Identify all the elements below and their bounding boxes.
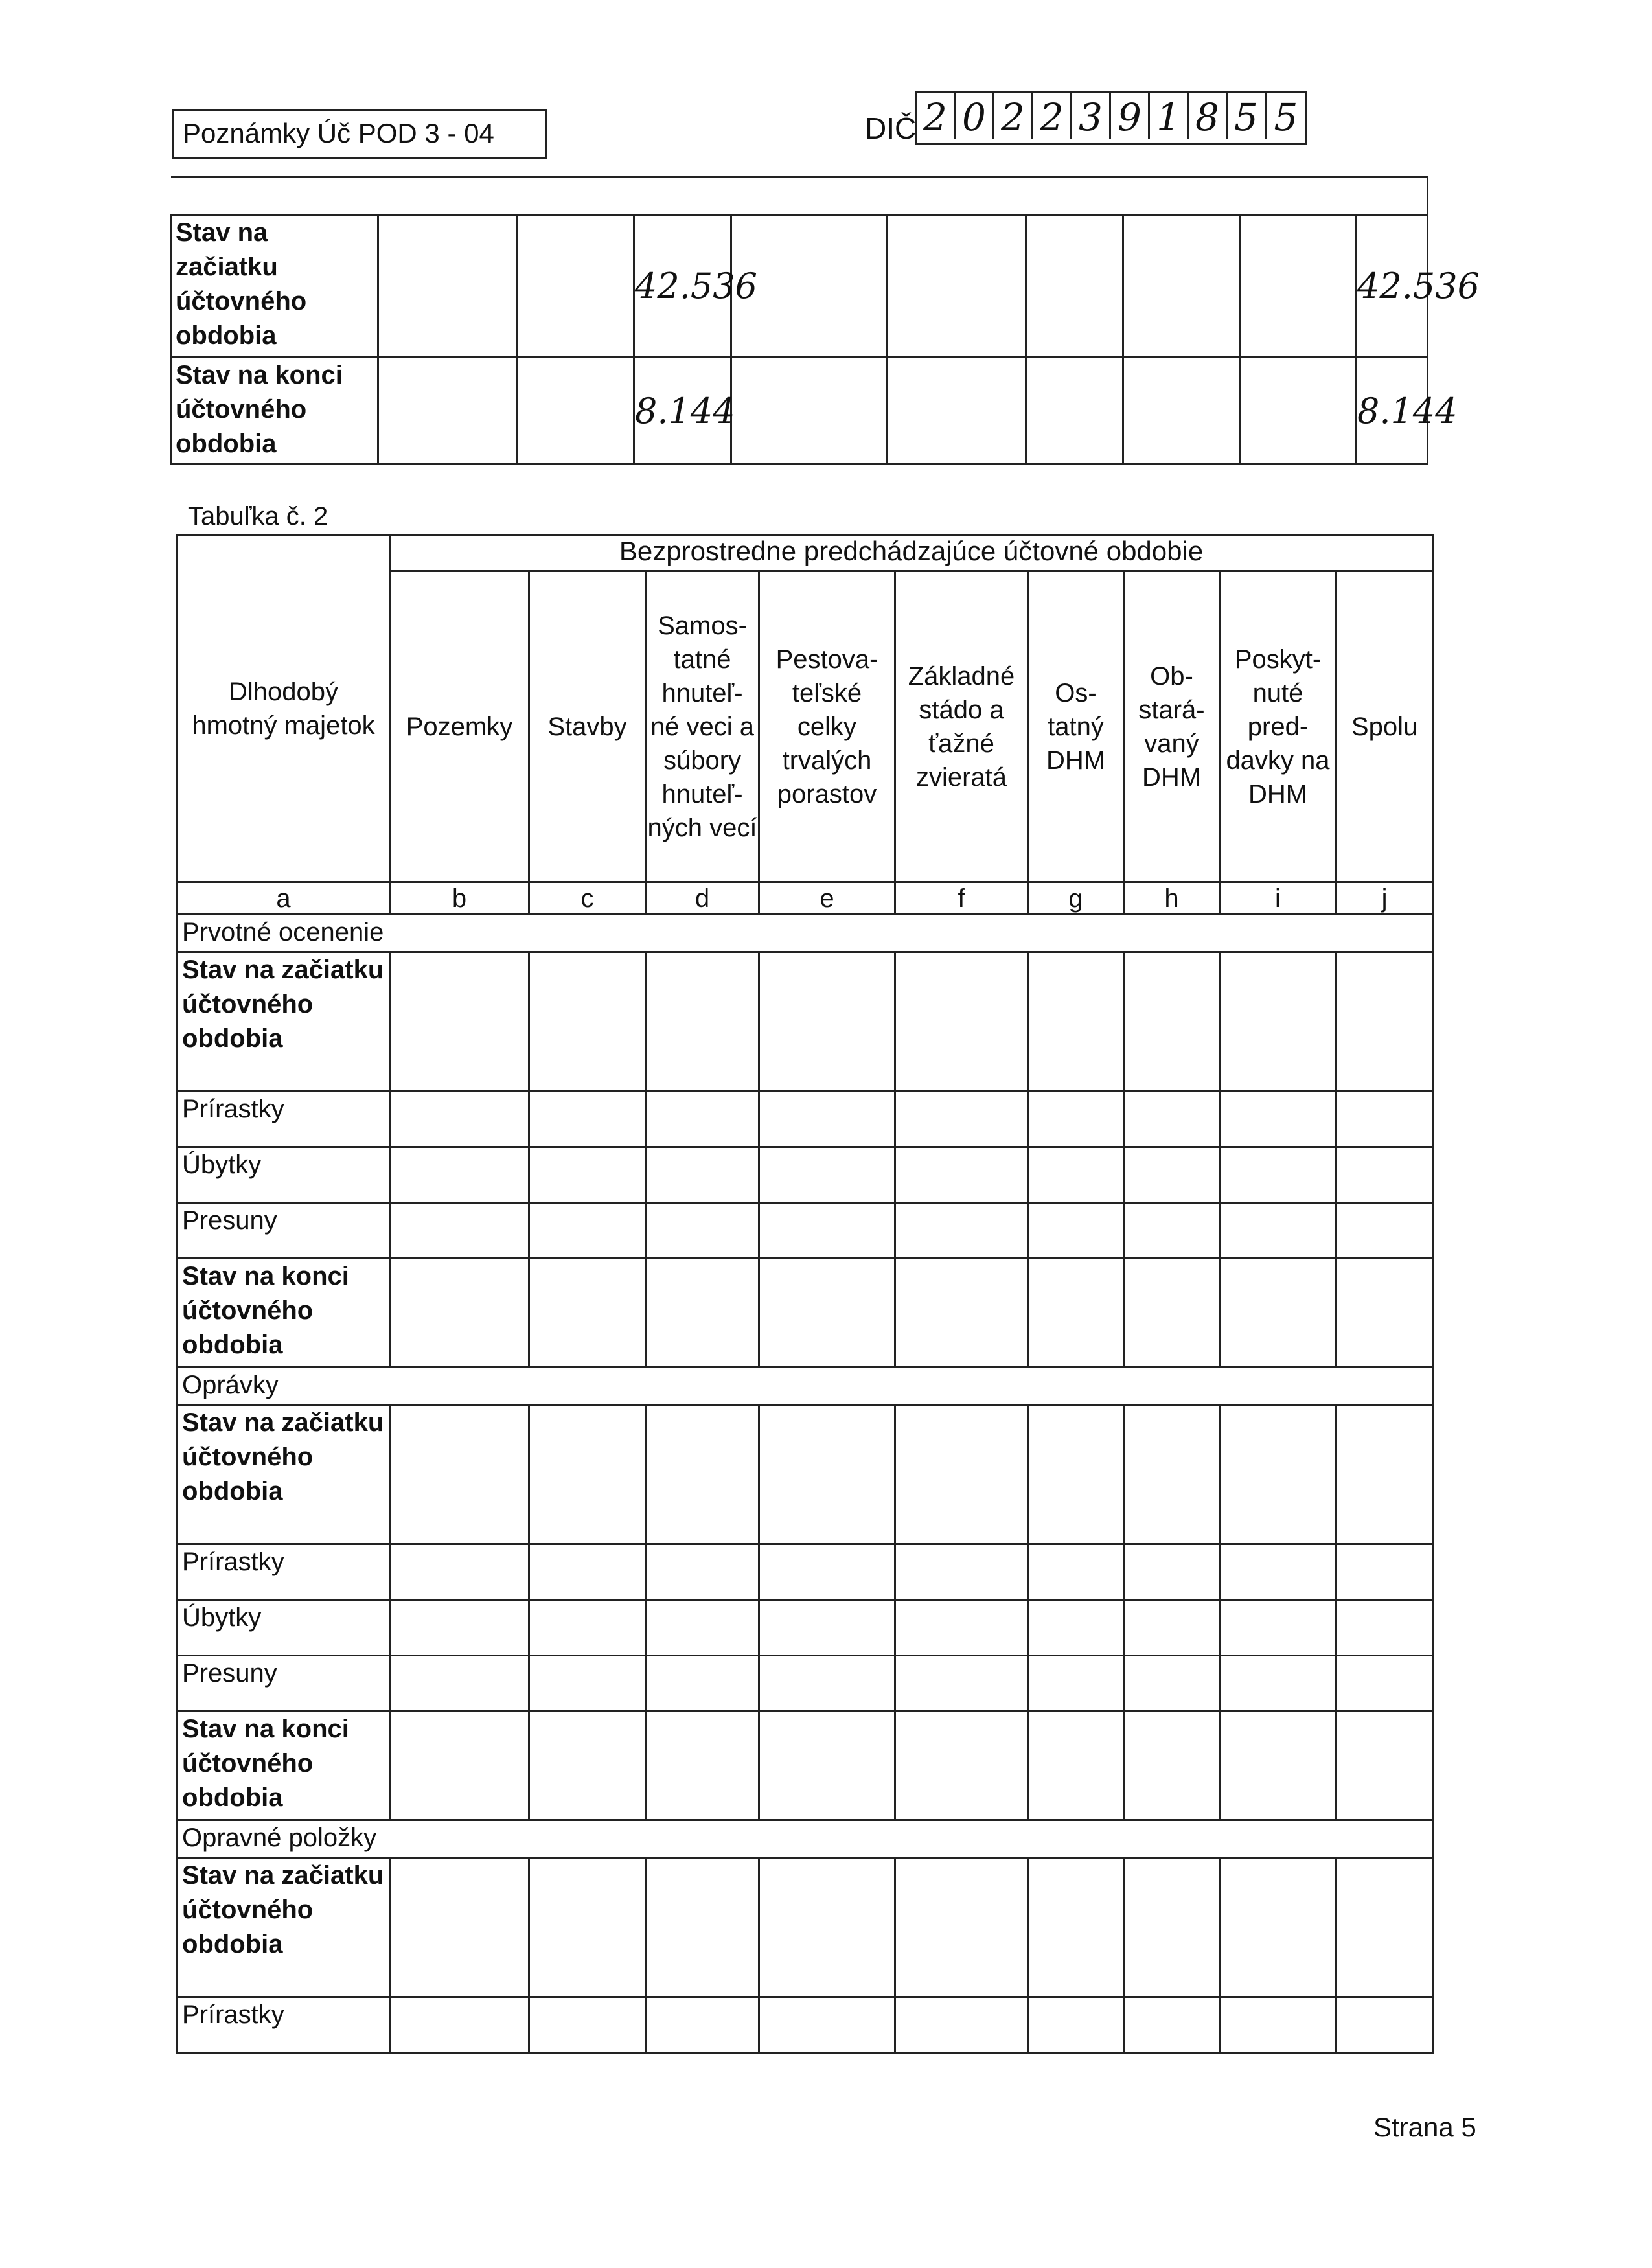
row-label: Stav na začiatku účtovného obdobia xyxy=(178,1405,390,1544)
empty-cell xyxy=(1028,1656,1124,1712)
empty-cell xyxy=(390,952,529,1092)
empty-cell xyxy=(1124,1656,1220,1712)
empty-cell xyxy=(1337,1092,1433,1147)
row-label: Prírastky xyxy=(178,1997,390,2053)
empty-cell xyxy=(759,1259,895,1368)
cell-f xyxy=(887,215,1026,358)
cell-j-value: 8.144 xyxy=(1357,358,1428,464)
empty-cell xyxy=(529,1259,646,1368)
empty-cell xyxy=(1220,1997,1337,2053)
empty-cell xyxy=(1337,1147,1433,1203)
empty-cell xyxy=(1337,1712,1433,1820)
col-header-movables: Samos- tatné hnuteľ- né veci a súbory hnuteľ- ných vecí xyxy=(646,571,759,882)
empty-cell xyxy=(895,1997,1028,2053)
dic-digit: 5 xyxy=(1274,95,1298,139)
empty-cell xyxy=(1220,1405,1337,1544)
empty-cell xyxy=(646,1858,759,1997)
empty-cell xyxy=(646,1544,759,1600)
empty-cell xyxy=(1124,1858,1220,1997)
col-header-total: Spolu xyxy=(1337,571,1433,882)
col-header-other-dhm: Os- tatný DHM xyxy=(1028,571,1124,882)
empty-cell xyxy=(1028,1997,1124,2053)
empty-cell xyxy=(759,1544,895,1600)
empty-cell xyxy=(895,1712,1028,1820)
empty-cell xyxy=(1028,952,1124,1092)
cell-h xyxy=(1123,358,1240,464)
empty-cell xyxy=(759,1405,895,1544)
empty-cell xyxy=(390,1656,529,1712)
col-header-stavby: Stavby xyxy=(529,571,646,882)
empty-cell xyxy=(1337,1259,1433,1368)
empty-cell xyxy=(895,952,1028,1092)
row-label-start-balance: Stav na začiatku účtovného obdobia xyxy=(171,215,378,358)
empty-cell xyxy=(1124,1405,1220,1544)
dic-digit: 1 xyxy=(1150,93,1189,139)
empty-cell xyxy=(895,1656,1028,1712)
empty-cell xyxy=(895,1405,1028,1544)
cell-d-value: 42.536 xyxy=(634,215,731,358)
empty-cell xyxy=(1337,1600,1433,1656)
empty-cell xyxy=(529,1092,646,1147)
empty-cell xyxy=(759,1203,895,1259)
empty-cell xyxy=(1028,1405,1124,1544)
empty-cell xyxy=(1124,1147,1220,1203)
empty-cell xyxy=(1337,1656,1433,1712)
empty-cell xyxy=(1220,1092,1337,1147)
empty-cell xyxy=(895,1259,1028,1368)
col-header-asset xyxy=(178,536,390,882)
empty-cell xyxy=(1028,1259,1124,1368)
form-code-label: Poznámky Úč POD 3 - 04 xyxy=(172,109,547,159)
empty-cell xyxy=(895,1600,1028,1656)
empty-cell xyxy=(1028,1544,1124,1600)
empty-cell xyxy=(529,1405,646,1544)
cell-h xyxy=(1123,215,1240,358)
col-letter: c xyxy=(529,882,646,915)
empty-cell xyxy=(1337,1997,1433,2053)
empty-cell xyxy=(759,1656,895,1712)
empty-cell xyxy=(390,1259,529,1368)
empty-cell xyxy=(646,952,759,1092)
cell-c xyxy=(518,358,634,464)
table2-fixed-assets xyxy=(176,534,1434,2054)
col-letter: f xyxy=(895,882,1028,915)
empty-cell xyxy=(646,1259,759,1368)
empty-cell xyxy=(529,1544,646,1600)
empty-cell xyxy=(529,1600,646,1656)
empty-cell xyxy=(1028,1092,1124,1147)
cell-i xyxy=(1240,215,1357,358)
empty-cell xyxy=(895,1544,1028,1600)
empty-cell xyxy=(759,1600,895,1656)
empty-cell xyxy=(759,1147,895,1203)
top-balance-table xyxy=(170,176,1480,465)
empty-cell xyxy=(1220,1259,1337,1368)
empty-cell xyxy=(529,1656,646,1712)
cell-f xyxy=(887,358,1026,464)
empty-cell xyxy=(390,1147,529,1203)
col-letter: i xyxy=(1220,882,1337,915)
dic-digit: 9 xyxy=(1111,93,1150,139)
col-letter: b xyxy=(390,882,529,915)
dic-digit: 3 xyxy=(1072,93,1111,139)
empty-cell xyxy=(1337,1405,1433,1544)
col-header-acquired-dhm: Ob- stará- vaný DHM xyxy=(1124,571,1220,882)
empty-cell xyxy=(1337,1203,1433,1259)
empty-cell xyxy=(1220,952,1337,1092)
cell-j-value: 42.536 xyxy=(1357,215,1428,358)
empty-cell xyxy=(1220,1600,1337,1656)
empty-cell xyxy=(646,1600,759,1656)
row-label: Prírastky xyxy=(178,1544,390,1600)
cell-c xyxy=(518,215,634,358)
row-label: Stav na konci účtovného obdobia xyxy=(178,1259,390,1368)
empty-cell xyxy=(390,1712,529,1820)
empty-cell xyxy=(1124,1712,1220,1820)
empty-cell xyxy=(529,1997,646,2053)
dic-digit-boxes xyxy=(915,91,1307,145)
empty-cell xyxy=(390,1203,529,1259)
empty-cell xyxy=(529,952,646,1092)
group-header-prior-period: Bezprostredne predchádzajúce účtovné obdobie xyxy=(390,536,1433,571)
empty-cell xyxy=(390,1858,529,1997)
empty-cell xyxy=(390,1600,529,1656)
col-letter: d xyxy=(646,882,759,915)
empty-cell xyxy=(529,1203,646,1259)
empty-cell xyxy=(646,1712,759,1820)
dic-digit: 2 xyxy=(917,93,956,139)
empty-cell xyxy=(390,1997,529,2053)
dic-label: DIČ xyxy=(865,111,917,145)
dic-digit: 2 xyxy=(994,93,1033,139)
empty-cell xyxy=(895,1858,1028,1997)
empty-cell xyxy=(1220,1712,1337,1820)
dic-digit: 2 xyxy=(1033,93,1072,139)
col-letter: h xyxy=(1124,882,1220,915)
empty-cell xyxy=(1028,1858,1124,1997)
empty-cell xyxy=(646,1405,759,1544)
col-letter: g xyxy=(1028,882,1124,915)
row-label: Úbytky xyxy=(178,1600,390,1656)
empty-cell xyxy=(1337,1544,1433,1600)
empty-cell xyxy=(1124,1092,1220,1147)
empty-cell xyxy=(759,1858,895,1997)
cell-b xyxy=(378,215,518,358)
empty-cell xyxy=(759,952,895,1092)
cell-g xyxy=(1026,215,1123,358)
col-header-asset-text: Dlhodobý hmotný majetok xyxy=(192,678,375,740)
row-label: Stav na začiatku účtovného obdobia xyxy=(178,952,390,1092)
table2-title: Tabuľka č. 2 xyxy=(188,502,328,531)
row-label: Presuny xyxy=(178,1203,390,1259)
empty-cell xyxy=(529,1712,646,1820)
col-letter: j xyxy=(1337,882,1433,915)
empty-cell xyxy=(1220,1544,1337,1600)
col-letter: a xyxy=(178,882,390,915)
empty-cell xyxy=(895,1092,1028,1147)
empty-cell xyxy=(895,1147,1028,1203)
empty-cell xyxy=(1124,1203,1220,1259)
cell-e xyxy=(731,358,887,464)
empty-cell xyxy=(1220,1858,1337,1997)
empty-cell xyxy=(1028,1147,1124,1203)
dic-digit: 0 xyxy=(956,93,994,139)
dic-digit: 5 xyxy=(1228,93,1267,139)
empty-cell xyxy=(646,1092,759,1147)
empty-cell xyxy=(759,1997,895,2053)
empty-cell xyxy=(529,1147,646,1203)
section-title: Oprávky xyxy=(178,1368,1433,1405)
empty-cell xyxy=(646,1656,759,1712)
row-label: Stav na začiatku účtovného obdobia xyxy=(178,1858,390,1997)
empty-cell xyxy=(646,1203,759,1259)
cell-g xyxy=(1026,358,1123,464)
empty-cell xyxy=(646,1147,759,1203)
col-letter: e xyxy=(759,882,895,915)
col-header-plantations: Pestova- teľské celky trvalých porastov xyxy=(759,571,895,882)
section-title: Prvotné ocenenie xyxy=(178,915,1433,952)
col-header-pozemky: Pozemky xyxy=(390,571,529,882)
section-title: Opravné položky xyxy=(178,1820,1433,1858)
row-label: Úbytky xyxy=(178,1147,390,1203)
empty-cell xyxy=(390,1544,529,1600)
cell-b xyxy=(378,358,518,464)
empty-cell xyxy=(1124,1997,1220,2053)
empty-cell xyxy=(1220,1656,1337,1712)
empty-cell xyxy=(1337,952,1433,1092)
row-label: Presuny xyxy=(178,1656,390,1712)
empty-cell xyxy=(759,1712,895,1820)
empty-cell xyxy=(1220,1147,1337,1203)
page-number: Strana 5 xyxy=(1373,2112,1476,2142)
empty-cell xyxy=(646,1997,759,2053)
empty-cell xyxy=(1124,1259,1220,1368)
col-header-livestock: Základné stádo a ťažné zvieratá xyxy=(895,571,1028,882)
cell-i xyxy=(1240,358,1357,464)
empty-cell xyxy=(1028,1203,1124,1259)
empty-cell xyxy=(1124,952,1220,1092)
cell-d-value: 8.144 xyxy=(634,358,731,464)
dic-digit: 8 xyxy=(1189,93,1228,139)
empty-cell xyxy=(390,1092,529,1147)
empty-cell xyxy=(1028,1712,1124,1820)
empty-cell xyxy=(895,1203,1028,1259)
empty-cell xyxy=(1220,1203,1337,1259)
col-header-advances-dhm: Poskyt- nuté pred- davky na DHM xyxy=(1220,571,1337,882)
empty-cell xyxy=(1337,1858,1433,1997)
empty-cell xyxy=(1124,1600,1220,1656)
empty-cell xyxy=(390,1405,529,1544)
empty-cell xyxy=(1028,1600,1124,1656)
empty-cell xyxy=(529,1858,646,1997)
row-label-end-balance: Stav na konci účtovného obdobia xyxy=(171,358,378,464)
top-table-header-strip xyxy=(171,178,1428,215)
row-label: Prírastky xyxy=(178,1092,390,1147)
empty-cell xyxy=(759,1092,895,1147)
row-label: Stav na konci účtovného obdobia xyxy=(178,1712,390,1820)
empty-cell xyxy=(1124,1544,1220,1600)
